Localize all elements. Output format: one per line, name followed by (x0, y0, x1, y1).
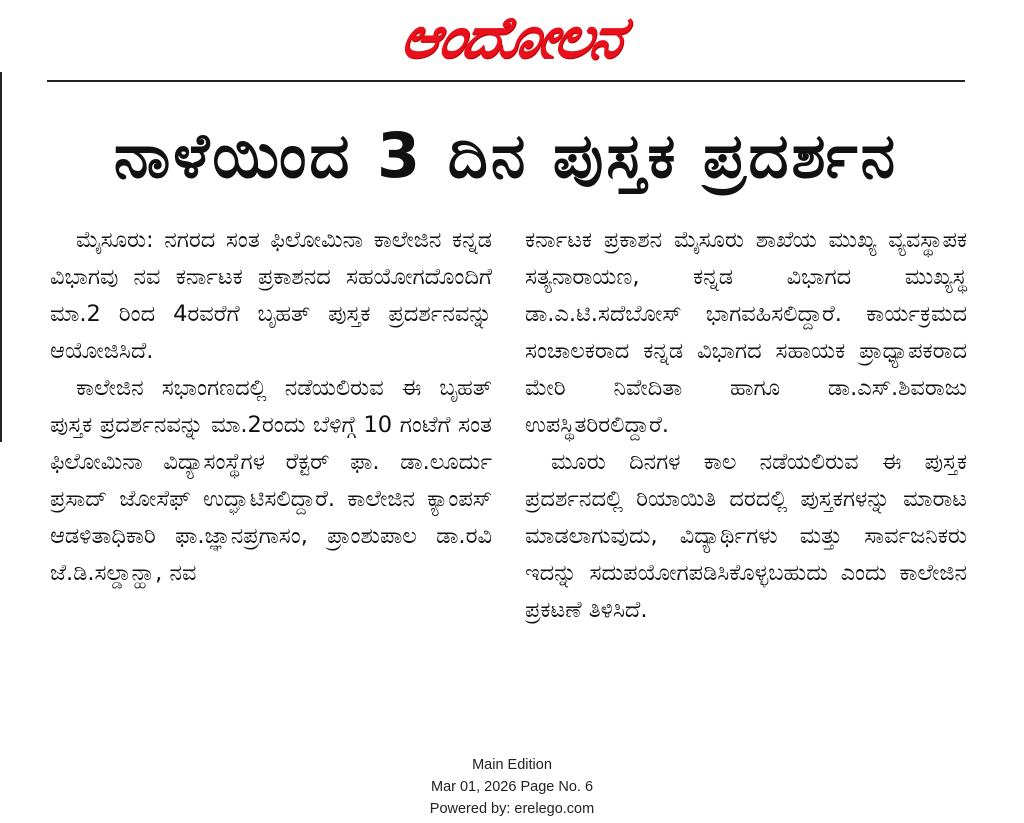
article-paragraph: ಕಾಲೇಜಿನ ಸಭಾಂಗಣದಲ್ಲಿ ನಡೆಯಲಿರುವ ಈ ಬೃಹತ್ ಪುಸ್ತಕ ಪ್ರದರ್ಶನವನ್ನು ಮಾ.2ರಂದು ಬೆಳಿಗ್ಗೆ 10 ಗಂಟೆಗೆ ಸಂತ ಫಿಲೋಮಿನಾ ವಿದ್ಯಾಸಂಸ್ಥೆಗಳ ರೆಕ್ಟರ್ ಫಾ. ಡಾ.ಲೂರ್ದು ಪ್ರಸಾದ್ ಜೋಸೆಫ್ ಉದ್ಘಾಟಿಸಲಿದ್ದಾರೆ. ಕಾಲೇಜಿನ ಕ್ಯಾಂಪಸ್ ಆಡಳಿತಾಧಿಕಾರಿ ಫಾ.ಜ್ಞಾನಪ್ರಗಾಸಂ, ಪ್ರಾಂಶುಪಾಲ ಡಾ.ರವಿ ಜೆ.ಡಿ.ಸಲ್ಡಾನ್ಹಾ, ನವ (50, 375, 492, 586)
edition-label: Main Edition (472, 757, 552, 773)
article-headline: ನಾಳೆಯಿಂದ 3 ದಿನ ಪುಸ್ತಕ ಪ್ರದರ್ಶನ (113, 119, 899, 192)
masthead (0, 0, 1024, 78)
article-paragraph: ಮೂರು ದಿನಗಳ ಕಾಲ ನಡೆಯಲಿರುವ ಈ ಪುಸ್ತಕ ಪ್ರದರ್ಶನದಲ್ಲಿ ರಿಯಾಯಿತಿ ದರದಲ್ಲಿ ಪುಸ್ತಕಗಳನ್ನು ಮಾರಾಟ ಮಾಡಲಾಗುವುದು, ವಿದ್ಯಾರ್ಥಿಗಳು ಮತ್ತು ಸಾರ್ವಜನಿಕರು ಇದನ್ನು ಸದುಪಯೋಗಪಡಿಸಿಕೊಳ್ಳಬಹುದು ಎಂದು ಕಾಲೇಜಿನ ಪ್ರಕಟಣೆ ತಿಳಿಸಿದೆ. (525, 449, 967, 623)
masthead-divider (47, 80, 965, 82)
article-column-left (50, 222, 492, 592)
article-paragraph: ಕರ್ನಾಟಕ ಪ್ರಕಾಶನ ಮೈಸೂರು ಶಾಖೆಯ ಮುಖ್ಯ ವ್ಯವಸ್ಥಾಪಕ ಸತ್ಯನಾರಾಯಣ, ಕನ್ನಡ ವಿಭಾಗದ ಮುಖ್ಯಸ್ಥ ಡಾ.ಎ.ಟಿ.ಸದೆಬೋಸ್ ಭಾಗವಹಿಸಲಿದ್ದಾರೆ. ಕಾರ್ಯಕ್ರಮದ ಸಂಚಾಲಕರಾದ ಕನ್ನಡ ವಿಭಾಗದ ಸಹಾಯಕ ಪ್ರಾಧ್ಯಾಪಕರಾದ ಮೇರಿ ನಿವೇದಿತಾ ಹಾಗೂ ಡಾ.ಎಸ್.ಶಿವರಾಜು ಉಪಸ್ಥಿತರಿರಲಿದ್ದಾರೆ. (525, 227, 967, 438)
page-footer (0, 754, 1024, 820)
article-column-right (525, 222, 967, 629)
powered-by-label: Powered by: erelego.com (429, 801, 595, 817)
newspaper-logo: ಆಂದೋಲನ (395, 3, 629, 71)
date-page-label: Mar 01, 2026 Page No. 6 (430, 779, 594, 795)
page-edge-rule (0, 72, 2, 442)
article-paragraph: ಮೈಸೂರು: ನಗರದ ಸಂತ ಫಿಲೋಮಿನಾ ಕಾಲೇಜಿನ ಕನ್ನಡ ವಿಭಾಗವು ನವ ಕರ್ನಾಟಕ ಪ್ರಕಾಶನದ ಸಹಯೋಗದೊಂದಿಗೆ ಮಾ.2 ರಿಂದ 4ರವರೆಗೆ ಬೃಹತ್ ಪುಸ್ತಕ ಪ್ರದರ್ಶನವನ್ನು ಆಯೋಜಿಸಿದೆ. (50, 227, 492, 364)
